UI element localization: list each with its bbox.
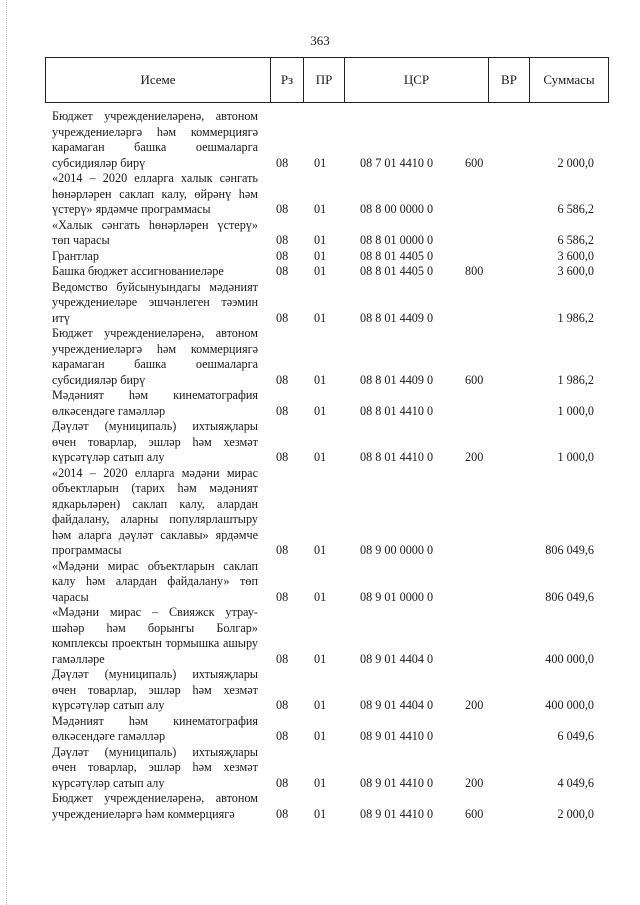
row-rz: 08: [276, 403, 289, 418]
row-name: Бюджет учреждениеләренә, автоном учреждениеләргә һәм коммерциягә карамаган башка оешмаларга субсидияләр бирү: [52, 326, 258, 387]
row-csr: 08 9 01 4404 0: [360, 651, 434, 666]
row-pr: 01: [314, 202, 327, 216]
row-name: «Халык сәнгать һөнәрләрен үстерү» төп чарасы: [52, 217, 258, 247]
row-pr: 01: [314, 806, 327, 821]
table-header: [45, 57, 609, 103]
row-name: «Мәдәни мирас объектларын саклап калу һәм алардан файдалану» төп чарасы: [52, 558, 258, 604]
row-sum: 400 000,0: [545, 651, 594, 666]
header-sum: Суммасы: [529, 58, 608, 102]
table-row: [52, 218, 602, 249]
table-row: [52, 326, 602, 388]
header-name: Исеме: [140, 72, 176, 87]
row-name: Мәдәният һәм кинематография өлкәсендәге гамәлләр: [52, 388, 258, 418]
row-rz: 08: [276, 248, 289, 263]
row-sum: 6 586,2: [557, 202, 594, 216]
row-rz: 08: [276, 155, 289, 170]
row-sum: 2 000,0: [557, 155, 594, 170]
row-rz: 08: [276, 589, 289, 604]
page-number: 363: [310, 33, 330, 48]
table-row: [52, 419, 602, 466]
row-pr: 01: [314, 729, 327, 743]
row-name: Грантлар: [52, 248, 99, 263]
row-name: Дәүләт (муниципаль) ихтыяҗлары өчен товарлар, эшләр һәм хезмәт күрсәтүләр сатып алу: [52, 419, 258, 464]
row-pr: 01: [314, 248, 327, 263]
row-sum: 1 000,0: [557, 450, 594, 464]
row-sum: 806 049,6: [545, 543, 594, 557]
row-pr: 01: [314, 450, 327, 464]
row-sum: 806 049,6: [545, 589, 594, 604]
row-name: «2014 – 2020 елларга мәдәни мирас объектларын (тарих һәм мәдәният ядкарьләрен) саклап калу, алардан файдалану, аларны популярлаштыру һәм аларга дәүләт саклавы» ярдәмче программасы: [52, 465, 258, 557]
row-name: Мәдәният һәм кинематография өлкәсендәге гамәлләр: [52, 713, 258, 743]
header-csr: ЦСР: [344, 58, 488, 102]
row-rz: 08: [276, 372, 289, 387]
table-row: [52, 109, 602, 171]
row-sum: 6 586,2: [557, 233, 594, 247]
row-csr: 08 9 01 4410 0: [360, 806, 434, 821]
row-pr: 01: [314, 651, 327, 666]
budget-table-body: [52, 109, 602, 822]
row-name: Ведомство буйсынуындагы мәдәният учреждениеләре эшчәнлеген тәэмин итү: [52, 279, 258, 325]
row-vr: 600: [465, 155, 484, 170]
row-sum: 400 000,0: [545, 698, 594, 712]
table-row: [52, 171, 602, 218]
row-pr: 01: [314, 233, 327, 247]
row-name: Башка бюджет ассигнованиеләре: [52, 264, 224, 278]
row-csr: 08 8 01 4409 0: [360, 372, 434, 387]
row-sum: 1 000,0: [557, 403, 594, 418]
table-row: [52, 605, 602, 667]
row-csr: 08 8 01 4405 0: [360, 264, 434, 278]
row-pr: 01: [314, 155, 327, 170]
row-name: Бюджет учреждениеләренә, автоном учреждениеләргә һәм коммерциягә карамаган башка оешмаларга субсидияләр бирү: [52, 109, 258, 170]
row-vr: 800: [465, 264, 484, 278]
row-rz: 08: [276, 806, 289, 821]
row-rz: 08: [276, 651, 289, 666]
row-csr: 08 9 01 4410 0: [360, 775, 434, 790]
row-csr: 08 8 01 4410 0: [360, 450, 434, 464]
row-pr: 01: [314, 403, 327, 418]
row-pr: 01: [314, 775, 327, 790]
table-row: [52, 280, 602, 327]
header-rz: Рз: [270, 58, 303, 102]
row-rz: 08: [276, 543, 289, 557]
table-row: [52, 466, 602, 559]
row-csr: 08 8 01 4409 0: [360, 310, 434, 325]
row-rz: 08: [276, 202, 289, 216]
row-rz: 08: [276, 264, 289, 278]
row-rz: 08: [276, 729, 289, 743]
row-sum: 6 049,6: [557, 729, 594, 743]
row-name: «Мәдәни мирас – Свияжск утрау-шәһәр һәм борынгы Болгар» комплексы проектын тормышка ашыру гамәлләре: [52, 605, 258, 666]
row-sum: 3 600,0: [557, 264, 594, 278]
row-rz: 08: [276, 310, 289, 325]
table-row: [52, 745, 602, 792]
row-pr: 01: [314, 310, 327, 325]
row-sum: 2 000,0: [557, 806, 594, 821]
row-sum: 1 986,2: [557, 310, 594, 325]
table-row: [52, 249, 602, 265]
binding-margin-line: [6, 0, 8, 905]
row-pr: 01: [314, 698, 327, 712]
row-rz: 08: [276, 775, 289, 790]
row-csr: 08 9 00 0000 0: [360, 543, 434, 557]
table-row: [52, 264, 602, 280]
row-sum: 3 600,0: [557, 248, 594, 263]
header-pr: ПР: [303, 58, 344, 102]
row-csr: 08 8 00 0000 0: [360, 202, 434, 216]
table-row: [52, 667, 602, 714]
row-name: Дәүләт (муниципаль) ихтыяҗлары өчен товарлар, эшләр һәм хезмәт күрсәтүләр сатып алу: [52, 667, 258, 712]
table-row: [52, 388, 602, 419]
row-rz: 08: [276, 450, 289, 464]
table-row: [52, 791, 602, 822]
row-rz: 08: [276, 698, 289, 712]
row-csr: 08 9 01 0000 0: [360, 589, 434, 604]
table-row: [52, 714, 602, 745]
row-sum: 4 049,6: [557, 775, 594, 790]
row-csr: 08 9 01 4410 0: [360, 729, 434, 743]
row-pr: 01: [314, 372, 327, 387]
row-name: Бюджет учреждениеләренә, автоном учреждениеләргә һәм коммерциягә: [52, 791, 258, 821]
row-vr: 200: [465, 698, 484, 712]
row-pr: 01: [314, 264, 327, 278]
table-row: [52, 559, 602, 606]
row-name: «2014 – 2020 елларга халык сәнгать һөнәрләрен саклап калу, өйрәнү һәм үстерү» ярдәмче программасы: [52, 171, 258, 216]
row-csr: 08 8 01 4410 0: [360, 403, 434, 418]
row-vr: 200: [465, 775, 484, 790]
row-vr: 600: [465, 806, 484, 821]
row-rz: 08: [276, 233, 289, 247]
row-vr: 200: [465, 450, 484, 464]
row-vr: 600: [465, 372, 484, 387]
row-csr: 08 7 01 4410 0: [360, 155, 434, 170]
header-vr: ВР: [488, 58, 529, 102]
row-csr: 08 9 01 4404 0: [360, 698, 434, 712]
row-pr: 01: [314, 589, 327, 604]
row-csr: 08 8 01 0000 0: [360, 233, 434, 247]
row-name: Дәүләт (муниципаль) ихтыяҗлары өчен товарлар, эшләр һәм хезмәт күрсәтүләр сатып алу: [52, 744, 258, 790]
row-csr: 08 8 01 4405 0: [360, 248, 434, 263]
row-pr: 01: [314, 543, 327, 557]
row-sum: 1 986,2: [557, 372, 594, 387]
